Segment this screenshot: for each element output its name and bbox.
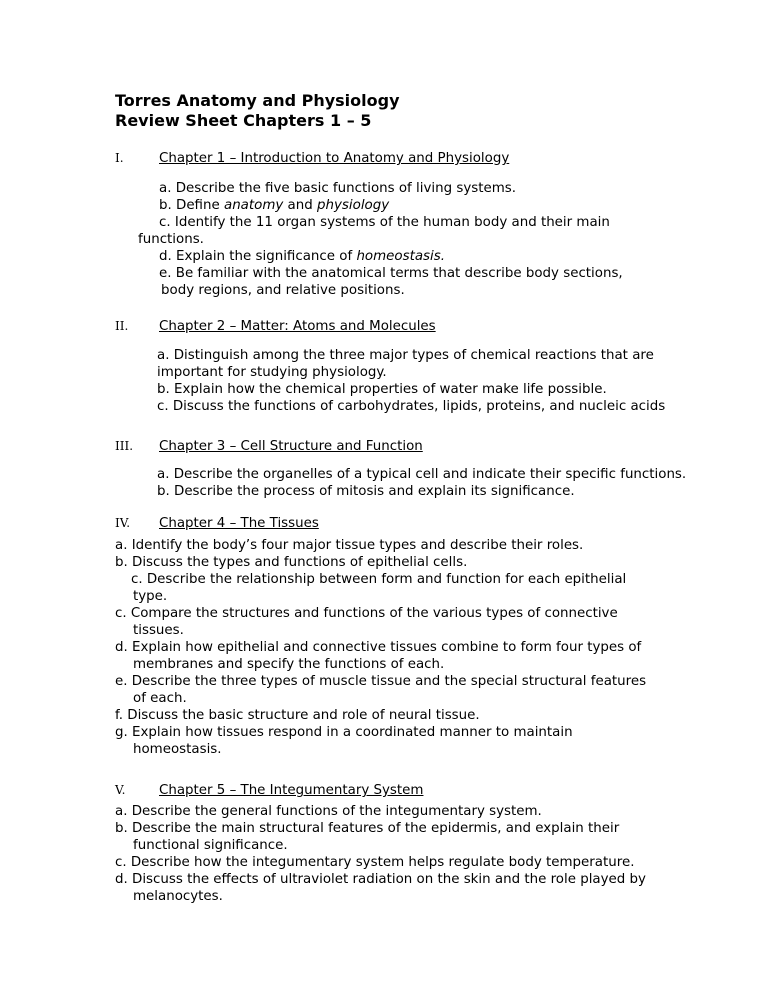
list-item: g. Explain how tissues respond in a coordinated manner to maintain (115, 725, 573, 740)
list-item: f. Discuss the basic structure and role of neural tissue. (115, 708, 480, 723)
list-item-continuation: homeostasis. (133, 742, 222, 757)
list-item: b. Define anatomy and physiology (159, 198, 390, 213)
list-item: c. Discuss the functions of carbohydrates, lipids, proteins, and nucleic acids (157, 399, 666, 414)
list-item: d. Explain how epithelial and connective tissues combine to form four types of (115, 640, 642, 655)
list-item-continuation: tissues. (133, 623, 184, 638)
list-item: d. Discuss the effects of ultraviolet radiation on the skin and the role played by (115, 872, 646, 887)
title-line-1: Torres Anatomy and Physiology (115, 91, 400, 110)
section-3-items (157, 466, 686, 500)
list-item: a. Describe the organelles of a typical cell and indicate their specific functions. (157, 467, 687, 482)
list-item: a. Describe the general functions of the integumentary system. (115, 804, 542, 819)
section-3-numeral: III. (115, 439, 134, 453)
list-item: e. Be familiar with the anatomical terms that describe body sections, (159, 266, 623, 281)
list-item-continuation: functions. (138, 232, 204, 247)
section-4-numeral: IV. (115, 516, 131, 530)
section-2-heading (115, 318, 436, 335)
title-line-2: Review Sheet Chapters 1 – 5 (115, 111, 372, 130)
section-5-items (115, 803, 646, 905)
list-item-continuation: important for studying physiology. (157, 365, 387, 380)
document-title (115, 91, 400, 131)
section-1-items (159, 180, 516, 214)
section-2-title: Chapter 2 – Matter: Atoms and Molecules (159, 319, 436, 334)
section-3-heading (115, 438, 423, 455)
list-item: b. Describe the process of mitosis and explain its significance. (157, 484, 575, 499)
list-item: a. Distinguish among the three major types of chemical reactions that are (157, 348, 654, 363)
list-item: c. Describe how the integumentary system helps regulate body temperature. (115, 855, 635, 870)
list-item: b. Discuss the types and functions of epithelial cells. (115, 555, 468, 570)
list-item-continuation: functional significance. (133, 838, 288, 853)
section-5-title: Chapter 5 – The Integumentary System (159, 783, 424, 798)
list-item: d. Explain the significance of homeostasis. (159, 249, 445, 264)
list-item: b. Describe the main structural features of the epidermis, and explain their (115, 821, 620, 836)
section-5-numeral: V. (115, 783, 126, 797)
list-item: a. Describe the five basic functions of living systems. (159, 181, 517, 196)
list-item: c. Identify the 11 organ systems of the human body and their main (159, 215, 610, 230)
list-item-continuation: membranes and specify the functions of each. (133, 657, 445, 672)
section-1-items-cont (138, 214, 623, 299)
section-2-items (157, 347, 665, 415)
section-4-title: Chapter 4 – The Tissues (159, 516, 319, 531)
list-item: e. Describe the three types of muscle tissue and the special structural features (115, 674, 647, 689)
list-item: c. Compare the structures and functions of the various types of connective (115, 606, 618, 621)
list-item-continuation: type. (133, 589, 168, 604)
section-5-heading (115, 782, 423, 799)
section-1-heading (115, 150, 509, 167)
section-4-items (115, 537, 646, 758)
list-item-continuation: body regions, and relative positions. (161, 283, 405, 298)
list-item-continuation: melanocytes. (133, 889, 223, 904)
section-1-title: Chapter 1 – Introduction to Anatomy and Physiology (159, 151, 510, 166)
section-2-numeral: II. (115, 319, 129, 333)
section-4-heading (115, 515, 319, 532)
section-1-numeral: I. (115, 151, 124, 165)
list-item: c. Describe the relationship between form and function for each epithelial (131, 572, 627, 587)
list-item: a. Identify the body’s four major tissue types and describe their roles. (115, 538, 584, 553)
list-item-continuation: of each. (133, 691, 187, 706)
list-item: b. Explain how the chemical properties of water make life possible. (157, 382, 607, 397)
section-3-title: Chapter 3 – Cell Structure and Function (159, 439, 423, 454)
